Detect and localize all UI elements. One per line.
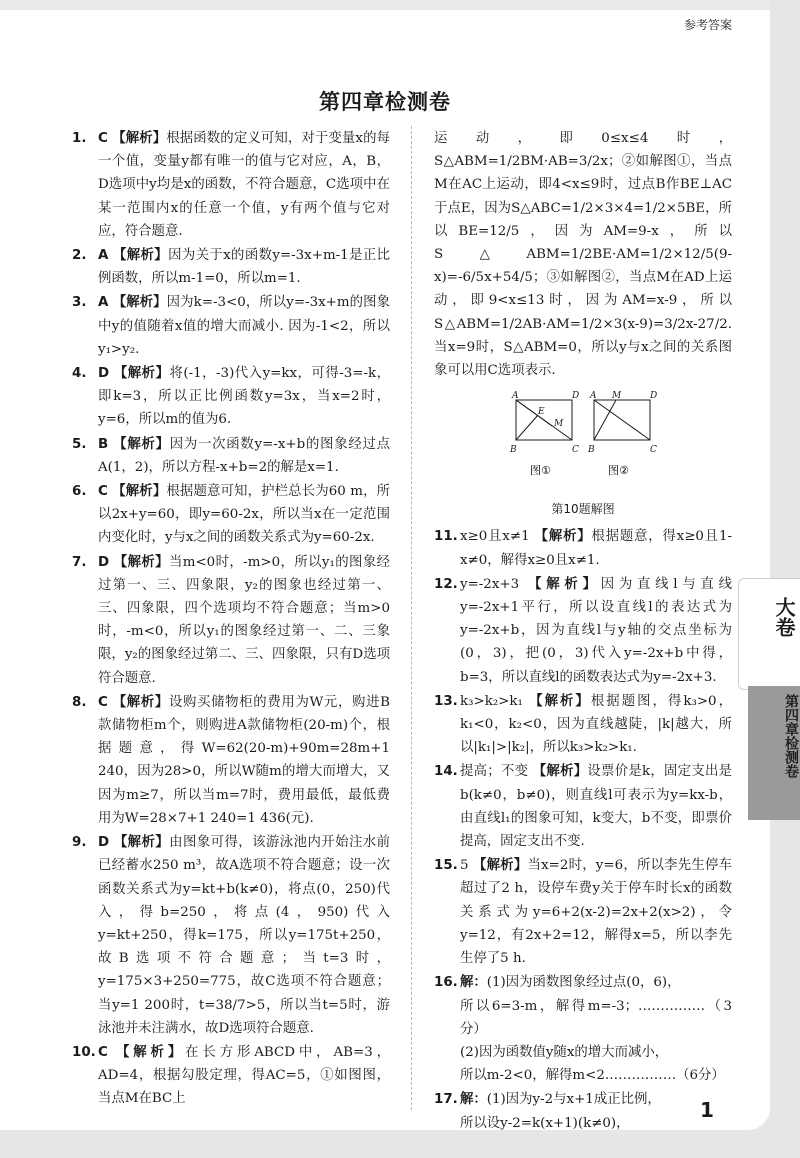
svg-text:C: C: [572, 445, 579, 456]
analysis-tag: 【解析】: [113, 366, 170, 382]
item-answer: C: [98, 484, 108, 500]
item-text: 因为k=-3<0，所以y=-3x+m的图象中y的值随着x值的增大而减小. 因为-1<2，所以y₁>y₂.: [98, 295, 390, 357]
analysis-tag: 【解析】: [113, 248, 169, 264]
item-number: 12.: [434, 576, 458, 592]
item-number: 14.: [434, 764, 458, 780]
analysis-tag: 【解析】: [112, 131, 167, 146]
item-answer: B: [98, 436, 109, 452]
answer-item-17: [434, 1088, 732, 1130]
item-answer: C: [98, 1044, 108, 1060]
item-answer: D: [98, 366, 110, 382]
solution-line: (1)因为y-2与x+1成正比例，: [486, 1092, 661, 1108]
item-text: 因为一次函数y=-x+b的图象经过点A(1，2)，所以方程-x+b=2的解是x=1.: [98, 436, 390, 475]
analysis-tag: 【解析】: [113, 436, 170, 452]
item-number: 1.: [72, 131, 87, 146]
svg-text:M: M: [612, 391, 622, 402]
figure-label-1: 图①: [530, 464, 551, 478]
figure-label-2: 图②: [608, 464, 629, 478]
item-text: 根据题图，得k₃>0，k₁<0，k₂<0，因为直线越陡，|k|越大，所以|k₁|>|k₂|，所以k₃>k₂>k₁.: [460, 693, 732, 756]
svg-text:D: D: [650, 391, 658, 402]
item-number: 4.: [72, 366, 87, 382]
answer-item-9: [72, 831, 390, 1040]
answer-item-8: [72, 691, 390, 830]
solution-lead: 解：: [460, 975, 487, 991]
solution-line: (2)因为函数值y随x的增大而减小，: [460, 1044, 669, 1060]
solution-lead: 解：: [460, 1092, 487, 1108]
item-answer: 5: [460, 858, 469, 874]
item-text: 设购买储物柜的费用为W元，购进B款储物柜m个，则购进A款储物柜(20-m)个，根据题意，得W=62(20-m)+90m=28m+1 240，因为28>0，所以W随m的增大而增大，又因为m≥7，所以当m=7时，费用最低，最低费用为W=28×7+1 240=1 436(元).: [98, 694, 390, 826]
answer-item-10: [72, 1041, 390, 1111]
page-number: 1: [700, 1098, 714, 1122]
svg-text:C: C: [650, 445, 657, 456]
item-answer: k₃>k₂>k₁: [460, 693, 523, 709]
analysis-tag: 【解析】: [112, 484, 167, 500]
analysis-tag: 【解析】: [534, 529, 592, 545]
solution-line: 所以设y-2=k(x+1)(k≠0)，: [460, 1115, 630, 1130]
item-number: 11.: [434, 529, 458, 545]
solution-figure: [434, 388, 732, 496]
answer-item-5: [72, 433, 390, 479]
item-number: 3.: [72, 295, 87, 311]
column-divider: [411, 126, 412, 1110]
analysis-tag: 【解析】: [473, 858, 528, 874]
svg-text:A: A: [512, 391, 519, 402]
answer-item-7: [72, 551, 390, 690]
answer-item-1: [72, 127, 390, 243]
item-text: 根据题意，得x≥0且1-x≠0，解得x≥0且x≠1.: [460, 529, 732, 568]
item-answer: 提高；不变: [460, 764, 529, 780]
solution-line: (1)因为函数图象经过点(0，6)，: [486, 975, 681, 991]
item-number: 17.: [434, 1092, 458, 1108]
item-number: 5.: [72, 436, 87, 452]
item-number: 6.: [72, 484, 87, 500]
answer-item-15: [434, 854, 732, 970]
item-answer: D: [98, 835, 110, 851]
analysis-tag: 【解析】: [113, 835, 170, 851]
solution-line: 所以6=3-m，解得m=-3；……………（3分）: [460, 998, 732, 1037]
item-number: 2.: [72, 248, 87, 264]
svg-text:D: D: [572, 391, 580, 402]
answer-item-3: [72, 291, 390, 361]
item-text: 由图象可得，该游泳池内开始注水前已经蓄水250 m³，故A选项不符合题意；设一次函数关系式为y=kt+b(k≠0)，将点(0，250)代入，得b=250，将点(4，950)代入y=kt+250，得k=175，所以y=175t+250，故B选项不符合题意；当t=3时，y=175×3+250=775，故C选项不符合题意；当y=1 200时，t=38/7>5，所以当t=5时，游泳池并未注满水，故D选项符合题意.: [98, 835, 391, 1036]
item-number: 8.: [72, 694, 87, 710]
svg-text:B: B: [588, 445, 595, 456]
analysis-tag: 【解析】: [528, 576, 601, 592]
item-text: 因为直线l与直线y=-2x+1平行，所以设直线l的表达式为y=-2x+b，因为直线l与y轴的交点坐标为(0，3)，把(0，3)代入y=-2x+b中得，b=3，所以直线l的函数表达式为y=-2x+3.: [460, 576, 732, 685]
item-number: 15.: [434, 858, 458, 874]
answer-item-11: [434, 525, 732, 571]
item-answer: C: [98, 694, 108, 710]
item-number: 7.: [72, 554, 87, 570]
side-tab-text: 大卷: [772, 597, 796, 637]
item-answer: x≥0且x≠1: [460, 529, 530, 545]
answer-item-2: [72, 244, 390, 290]
item-10-continuation: 运动，即0≤x≤4时，S△ABM=1/2BM·AB=3/2x；②如解图①，当点M在AC上运动，即4<x≤9时，过点B作BE⊥AC于点E，因为S△ABC=1/2×3×4=1/2×5BE，所以BE=12/5，因为AM=9-x，所以S△ABM=1/2BE·AM=1/2×12/5(9-x)=-6/5x+54/5；③如解图②，当点M在AD上运动，即9<x≤13时，因为AM=x-9，所以S△ABM=1/2AB·AM=1/2×3(x-9)=3/2x-27/2. 当x=9时，S△ABM=0，所以y与x之间的关系图象可以用C选项表示.: [434, 131, 732, 379]
svg-text:B: B: [510, 445, 517, 456]
item-answer: C: [98, 131, 108, 146]
analysis-tag: 【解析】: [113, 554, 169, 570]
svg-text:M: M: [554, 419, 564, 430]
answer-item-4: [72, 362, 390, 432]
analysis-tag: 【解析】: [115, 1044, 186, 1060]
header-bar: [0, 0, 770, 10]
item-number: 9.: [72, 835, 87, 851]
item-answer: D: [98, 554, 110, 570]
analysis-tag: 【解析】: [529, 693, 591, 709]
item-text: 设票价是k，固定支出是b(k≠0，b≠0)，则直线l可表示为y=kx-b，由直线l₁的图象可知，k变大，b不变，即票价提高，固定支出不变.: [460, 764, 733, 850]
answer-item-6: [72, 480, 390, 550]
analysis-tag: 【解析】: [112, 694, 169, 710]
item-text: 根据函数的定义可知，对于变量x的每一个值，变量y都有唯一的值与它对应，A，B，D选项中y均是x的函数，不符合题意，C选项中在某一范围内x的任意一个值，y有两个值与它对应，符合题意.: [98, 131, 390, 239]
chapter-title: 第四章检测卷: [319, 90, 451, 114]
side-band-text: 第四章检测卷: [783, 694, 799, 778]
item-answer: A: [98, 248, 109, 264]
rectangle-diagrams: [508, 388, 658, 494]
solution-line: 所以m-2<0，解得m<2.……………（6分）: [460, 1068, 725, 1084]
side-band: [748, 686, 800, 820]
svg-text:E: E: [538, 407, 545, 418]
item-text: 根据题意可知，护栏总长为60 m，所以2x+y=60，即y=60-2x，所以当x在一定范围内变化时，y与x之间的函数关系式为y=60-2x.: [98, 484, 390, 546]
left-column: [72, 127, 390, 1112]
item-number: 13.: [434, 693, 458, 709]
answer-item-16: [434, 971, 732, 1087]
item-number: 16.: [434, 975, 458, 991]
figure-caption: 第10题解图: [551, 502, 615, 517]
item-text: 因为关于x的函数y=-3x+m-1是正比例函数，所以m-1=0，所以m=1.: [98, 248, 390, 287]
item-text: 在长方形ABCD中，AB=3，AD=4，根据勾股定理，得AC=5，①如图图，当点M在BC上: [98, 1044, 390, 1107]
answer-item-14: [434, 760, 732, 853]
item-text: 当x=2时，y=6，所以李先生停车超过了2 h，设停车费y关于停车时长x的函数关系式为y=6+2(x-2)=2x+2(x>2)，令y=12，有2x+2=12，解得x=5，所以李先生停了5 h.: [460, 858, 732, 967]
item-text: 当m<0时，-m>0，所以y₁的图象经过第一、三、四象限，y₂的图象也经过第一、三、四象限，四个选项均不符合题意；当m>0时，-m<0，所以y₁的图象经过第一、二、三象限，y₂的图象经过第二、三、四象限，只有D选项符合题意.: [98, 554, 391, 686]
item-text: 将(-1，-3)代入y=kx，可得-3=-k，即k=3，所以正比例函数y=3x，当x=2时，y=6，所以m的值为6.: [98, 366, 391, 428]
item-answer: A: [98, 295, 109, 311]
analysis-tag: 【解析】: [532, 764, 588, 780]
right-column: [434, 127, 732, 1130]
item-answer: y=-2x+3: [460, 576, 520, 592]
analysis-tag: 【解析】: [112, 295, 167, 311]
answer-item-12: [434, 573, 732, 689]
side-tab: [738, 578, 800, 690]
svg-text:A: A: [590, 391, 597, 402]
item-number: 10.: [72, 1044, 96, 1060]
header-label: 参考答案: [683, 18, 732, 32]
answer-item-13: [434, 690, 732, 760]
